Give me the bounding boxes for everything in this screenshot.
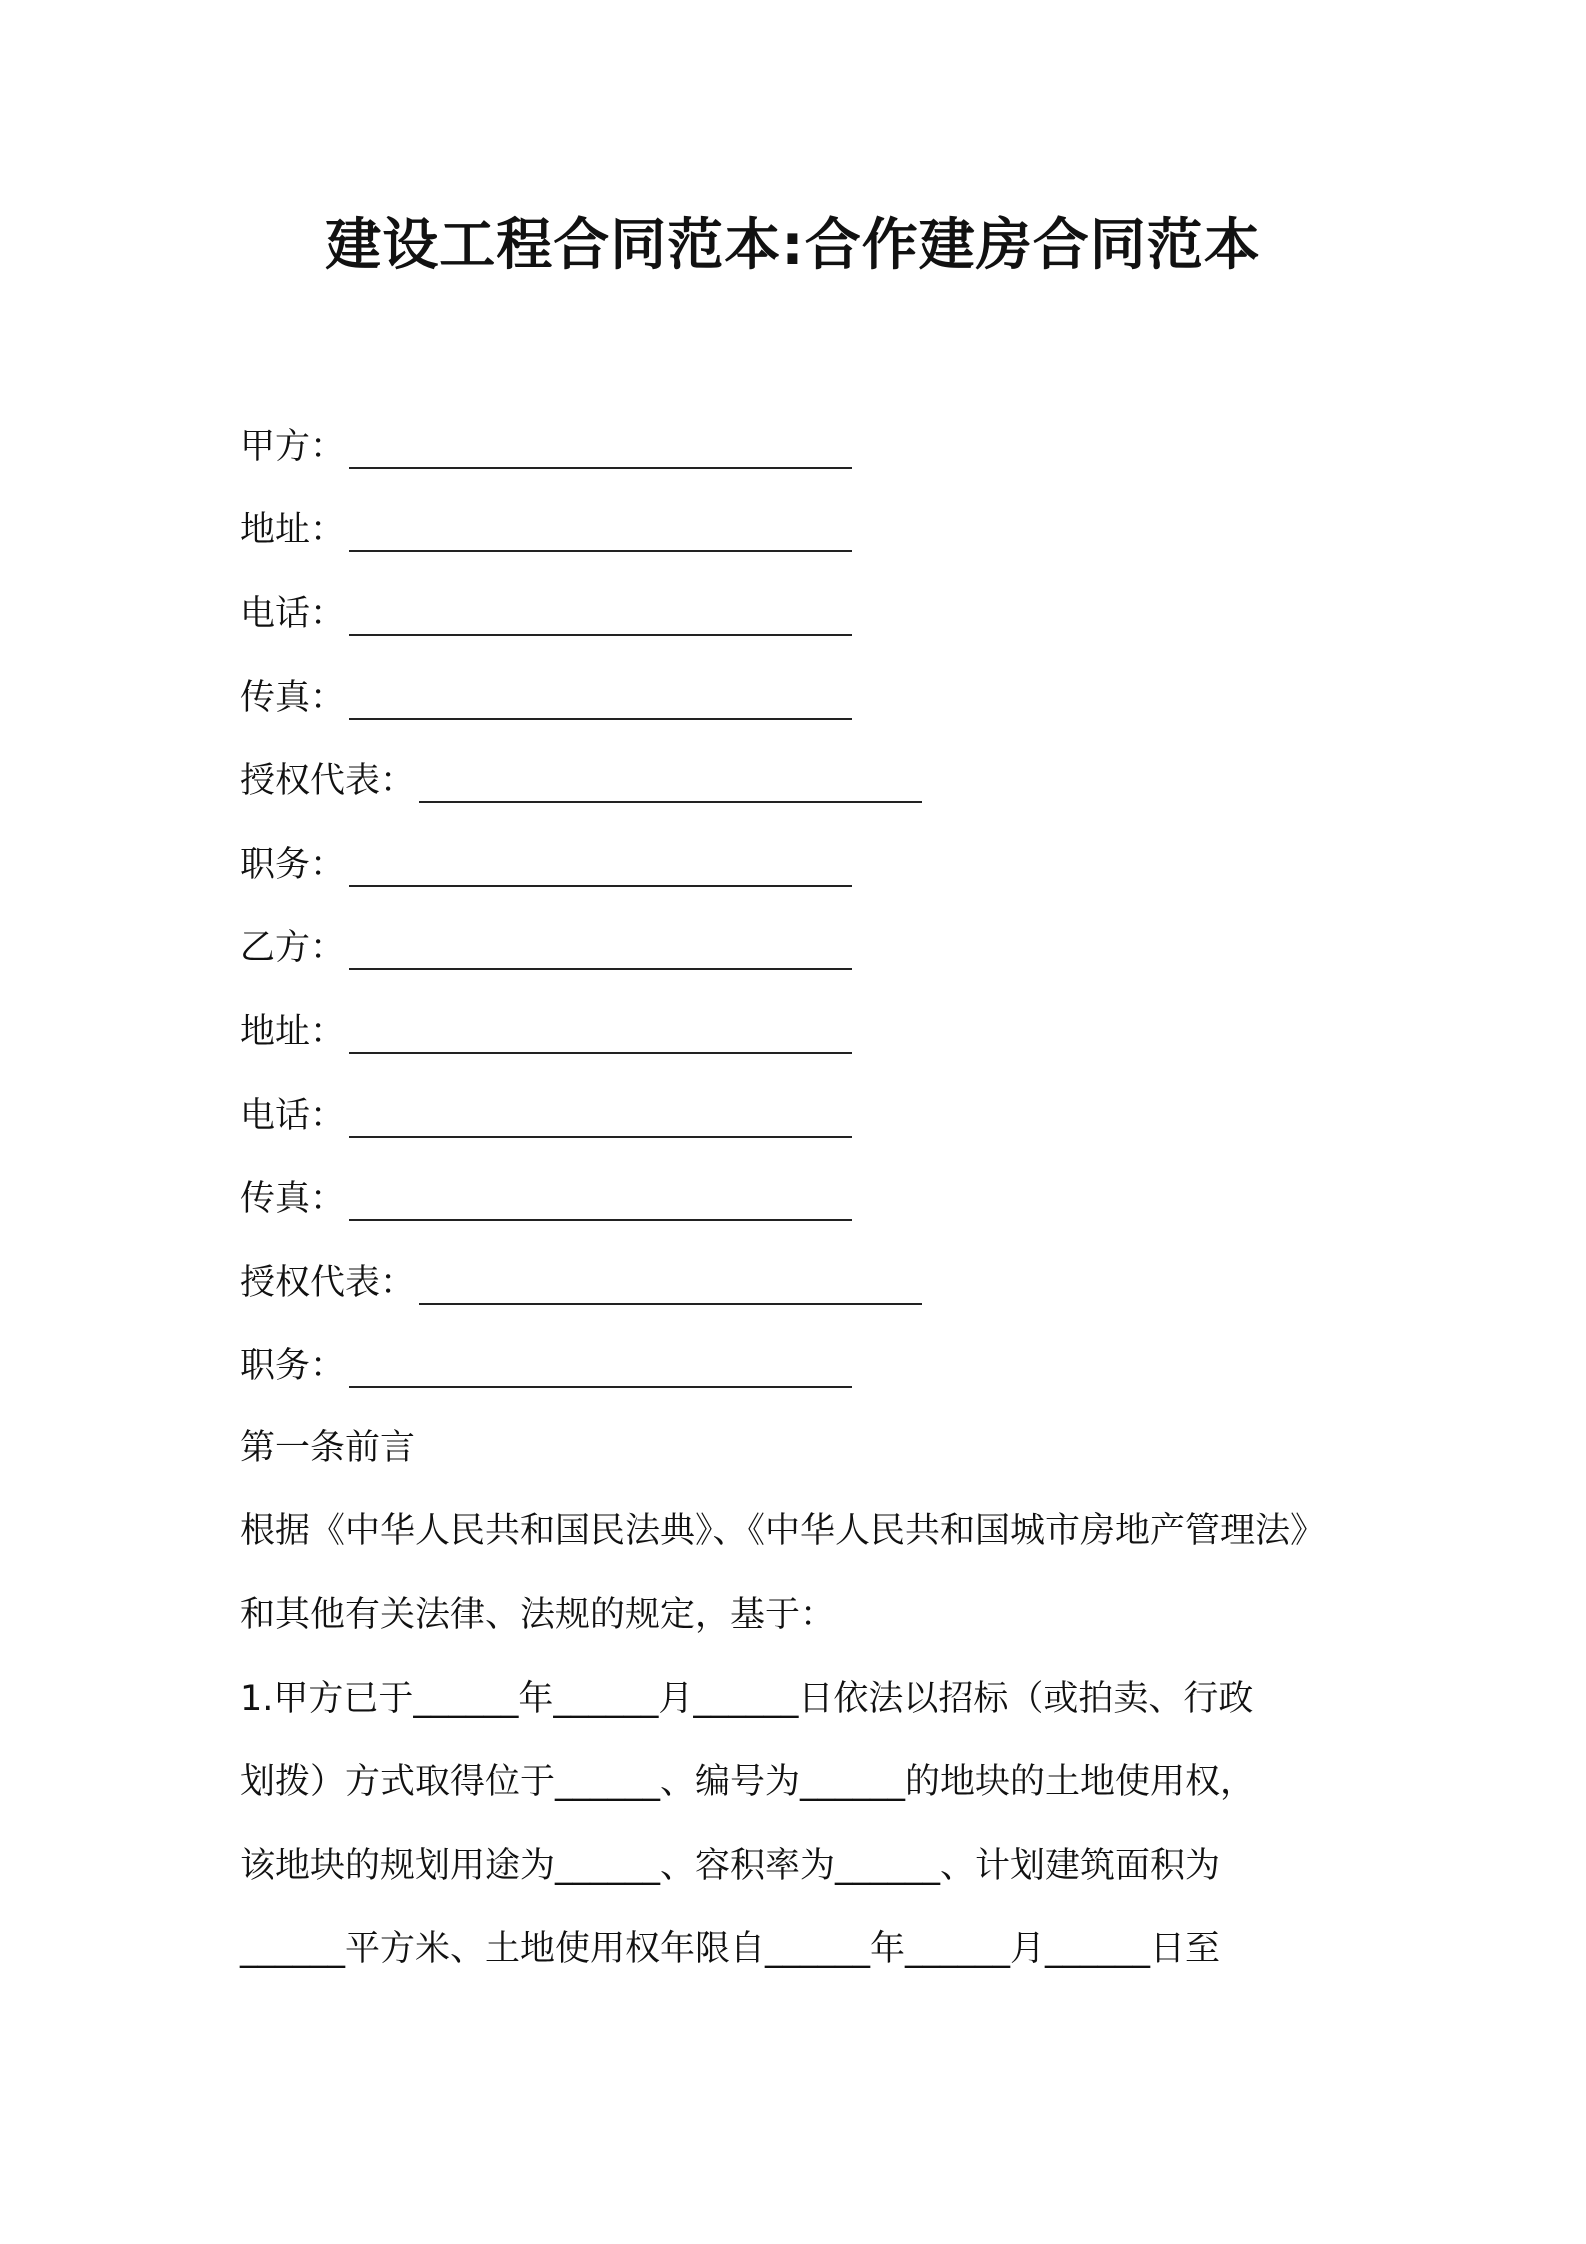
body-line: 1.甲方已于______年______月______日依法以招标（或拍卖、行政 [240, 1678, 1254, 1719]
field-label: 职务： [240, 844, 346, 885]
fill-in-blank[interactable] [349, 1346, 852, 1388]
field-label: 传真： [240, 1179, 346, 1220]
body-line: 该地块的规划用途为______、容积率为______、计划建筑面积为 [240, 1845, 1221, 1886]
field-party-a-phone [240, 569, 1400, 653]
field-party-a-representative [240, 736, 1400, 820]
field-label: 传真： [240, 677, 346, 718]
fill-in-blank[interactable] [349, 1012, 852, 1054]
body-line: ______平方米、土地使用权年限自______年______月______日至 [240, 1929, 1221, 1970]
field-label: 电话： [240, 1095, 346, 1136]
field-label: 授权代表： [240, 761, 416, 802]
fill-in-blank[interactable] [349, 1096, 852, 1138]
field-party-b-phone [240, 1071, 1400, 1155]
body-line: 根据《中华人民共和国民法典》、《中华人民共和国城市房地产管理法》 [240, 1511, 1326, 1552]
document-title: 建设工程合同范本:合作建房合同范本 [325, 213, 1261, 278]
fill-in-blank[interactable] [419, 761, 922, 803]
body-line: 和其他有关法律、法规的规定，基于： [240, 1594, 836, 1635]
field-label: 地址： [240, 1011, 346, 1052]
fill-in-blank[interactable] [349, 678, 852, 720]
fill-in-blank[interactable] [349, 510, 852, 552]
field-party-a [240, 402, 1400, 486]
field-party-a-fax [240, 653, 1400, 737]
field-label: 乙方： [240, 928, 346, 969]
fill-in-blank[interactable] [419, 1263, 922, 1305]
field-label: 电话： [240, 593, 346, 634]
body-line: 划拨）方式取得位于______、编号为______的地块的土地使用权， [240, 1762, 1256, 1803]
field-party-a-title [240, 820, 1400, 904]
field-party-a-address [240, 486, 1400, 570]
fill-in-blank[interactable] [349, 928, 852, 970]
field-party-b-fax [240, 1154, 1400, 1238]
contract-body [240, 1403, 1370, 1988]
fill-in-blank[interactable] [349, 427, 852, 469]
field-party-b-title [240, 1322, 1400, 1406]
field-party-b-representative [240, 1238, 1400, 1322]
fill-in-blank[interactable] [349, 594, 852, 636]
section-heading: 第一条前言 [240, 1427, 416, 1468]
fill-in-blank[interactable] [349, 845, 852, 887]
party-fields [240, 402, 1400, 1405]
fill-in-blank[interactable] [349, 1179, 852, 1221]
field-party-b [240, 904, 1400, 988]
field-label: 职务： [240, 1346, 346, 1387]
field-party-b-address [240, 987, 1400, 1071]
field-label: 甲方： [240, 426, 346, 467]
field-label: 地址： [240, 510, 346, 551]
field-label: 授权代表： [240, 1262, 416, 1303]
